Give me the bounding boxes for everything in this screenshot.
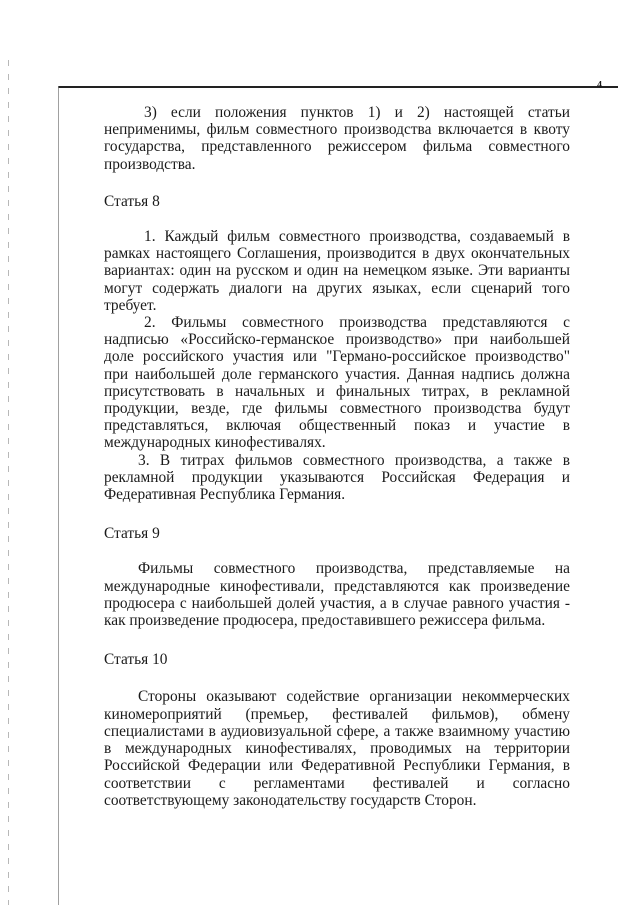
page-top-border xyxy=(58,86,618,88)
article-8-title: Статья 8 xyxy=(104,192,160,210)
article-9-title: Статья 9 xyxy=(104,525,160,543)
article-8-paragraph-1: 1. Каждый фильм совместного производства, создаваемый в рамках настоящего Соглашения, производится в двух окончательных вариантах: один на русском и один на немецком языке. Эти варианты могут содержать диалоги на других языках, если сценарий того требует. xyxy=(104,228,570,314)
article-10-title: Статья 10 xyxy=(104,651,168,669)
article-10-paragraph-1: Стороны оказывают содействие организации некоммерческих киномероприятий (премьер, фестивалей фильмов), обмену специалистами в аудиовизуальной сфере, а также взаимному участию в международных кинофестивалях, проводимых на территории Российской Федерации или Федеративной Республики Германия, в соответствии с регламентами фестивалей и согласно соответствующему законодательству государств Сторон. xyxy=(104,688,570,809)
article-8-paragraph-2: 2. Фильмы совместного производства представляются с надписью «Российско-германское производство» при наибольшей доле российского участия или "Германо-российское производство" при наибольшей доле германского участия. Данная надпись должна присутствовать в начальных и финальных титрах, в рекламной продукции, везде, где фильмы совместного производства будут представляться, включая общественный показ и участие в международных кинофестивалях. xyxy=(104,314,570,452)
document-body xyxy=(104,104,570,809)
page-left-border xyxy=(58,86,59,905)
paragraph-intro: 3) если положения пунктов 1) и 2) настоящей статьи неприменимы, фильм совместного производства включается в квоту государства, представленного режиссером фильма совместного производства. xyxy=(104,104,570,173)
page-number: 4 xyxy=(597,80,602,91)
scan-edge-mark xyxy=(8,60,9,905)
article-9-paragraph-1: Фильмы совместного производства, представляемые на международные кинофестивали, представляются как произведение продюсера с наибольшей долей участия, а в случае равного участия - как произведение продюсера, предоставившего режиссера фильма. xyxy=(104,560,570,630)
article-8-paragraph-3: 3. В титрах фильмов совместного производства, а также в рекламной продукции указываются Российская Федерация и Федеративная Республика Германия. xyxy=(104,451,570,504)
